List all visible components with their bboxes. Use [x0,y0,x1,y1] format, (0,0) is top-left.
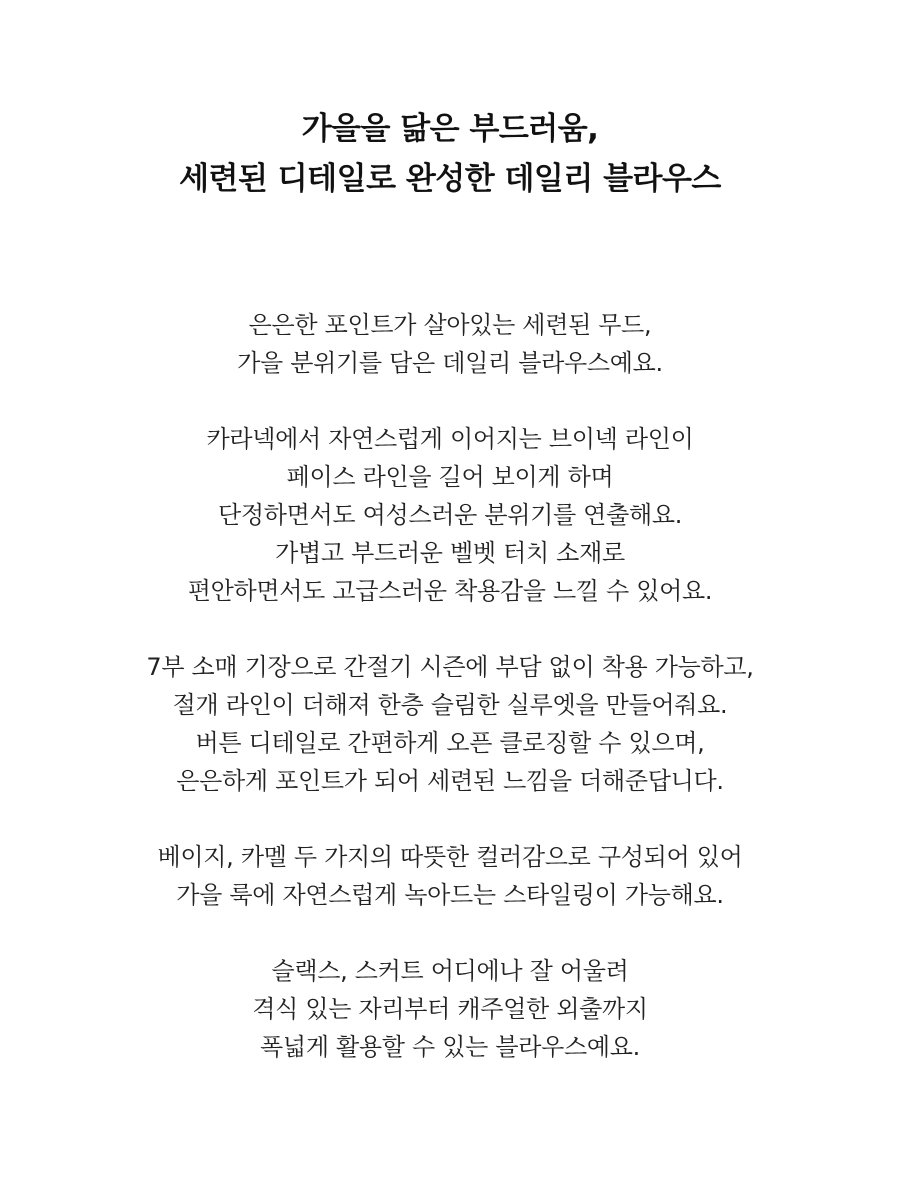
headline-line: 세련된 디테일로 완성한 데일리 블라우스 [179,161,721,197]
description-line: 절개 라인이 더해져 한층 슬림한 실루엣을 만들어줘요. [172,691,728,719]
headline [0,104,900,204]
description-line: 가볍고 부드러운 벨벳 터치 소재로 [275,539,625,567]
description-line: 페이스 라인을 길어 보이게 하며 [286,463,614,491]
description-paragraph [0,420,900,610]
description-line: 단정하면서도 여성스러운 분위기를 연출해요. [217,501,683,529]
description-line: 베이지, 카멜 두 가지의 따뜻한 컬러감으로 구성되어 있어 [157,843,743,871]
description-paragraph [0,648,900,800]
description-paragraph [0,952,900,1066]
description-line: 슬랙스, 스커트 어디에나 잘 어울려 [271,957,629,985]
description-line: 카라넥에서 자연스럽게 이어지는 브이넥 라인이 [206,425,694,453]
description-line: 가을 룩에 자연스럽게 녹아드는 스타일링이 가능해요. [176,881,724,909]
description-paragraph [0,838,900,914]
description-line: 은은한 포인트가 살아있는 세련된 무드, [248,311,652,339]
description-line: 격식 있는 자리부터 캐주얼한 외출까지 [252,995,648,1023]
headline-line: 가을을 닮은 부드러움, [301,111,599,147]
description-line: 폭넓게 활용할 수 있는 블라우스예요. [260,1033,640,1061]
description-paragraph [0,306,900,382]
description-line: 버튼 디테일로 간편하게 오픈 클로징할 수 있으며, [195,729,705,757]
description-line: 은은하게 포인트가 되어 세련된 느낌을 더해준답니다. [176,767,724,795]
description-line: 가을 분위기를 담은 데일리 블라우스예요. [237,349,663,377]
description-body [0,306,900,1104]
description-line: 편안하면서도 고급스러운 착용감을 느낄 수 있어요. [187,577,713,605]
description-line: 7부 소매 기장으로 간절기 시즌에 부담 없이 착용 가능하고, [146,653,754,681]
